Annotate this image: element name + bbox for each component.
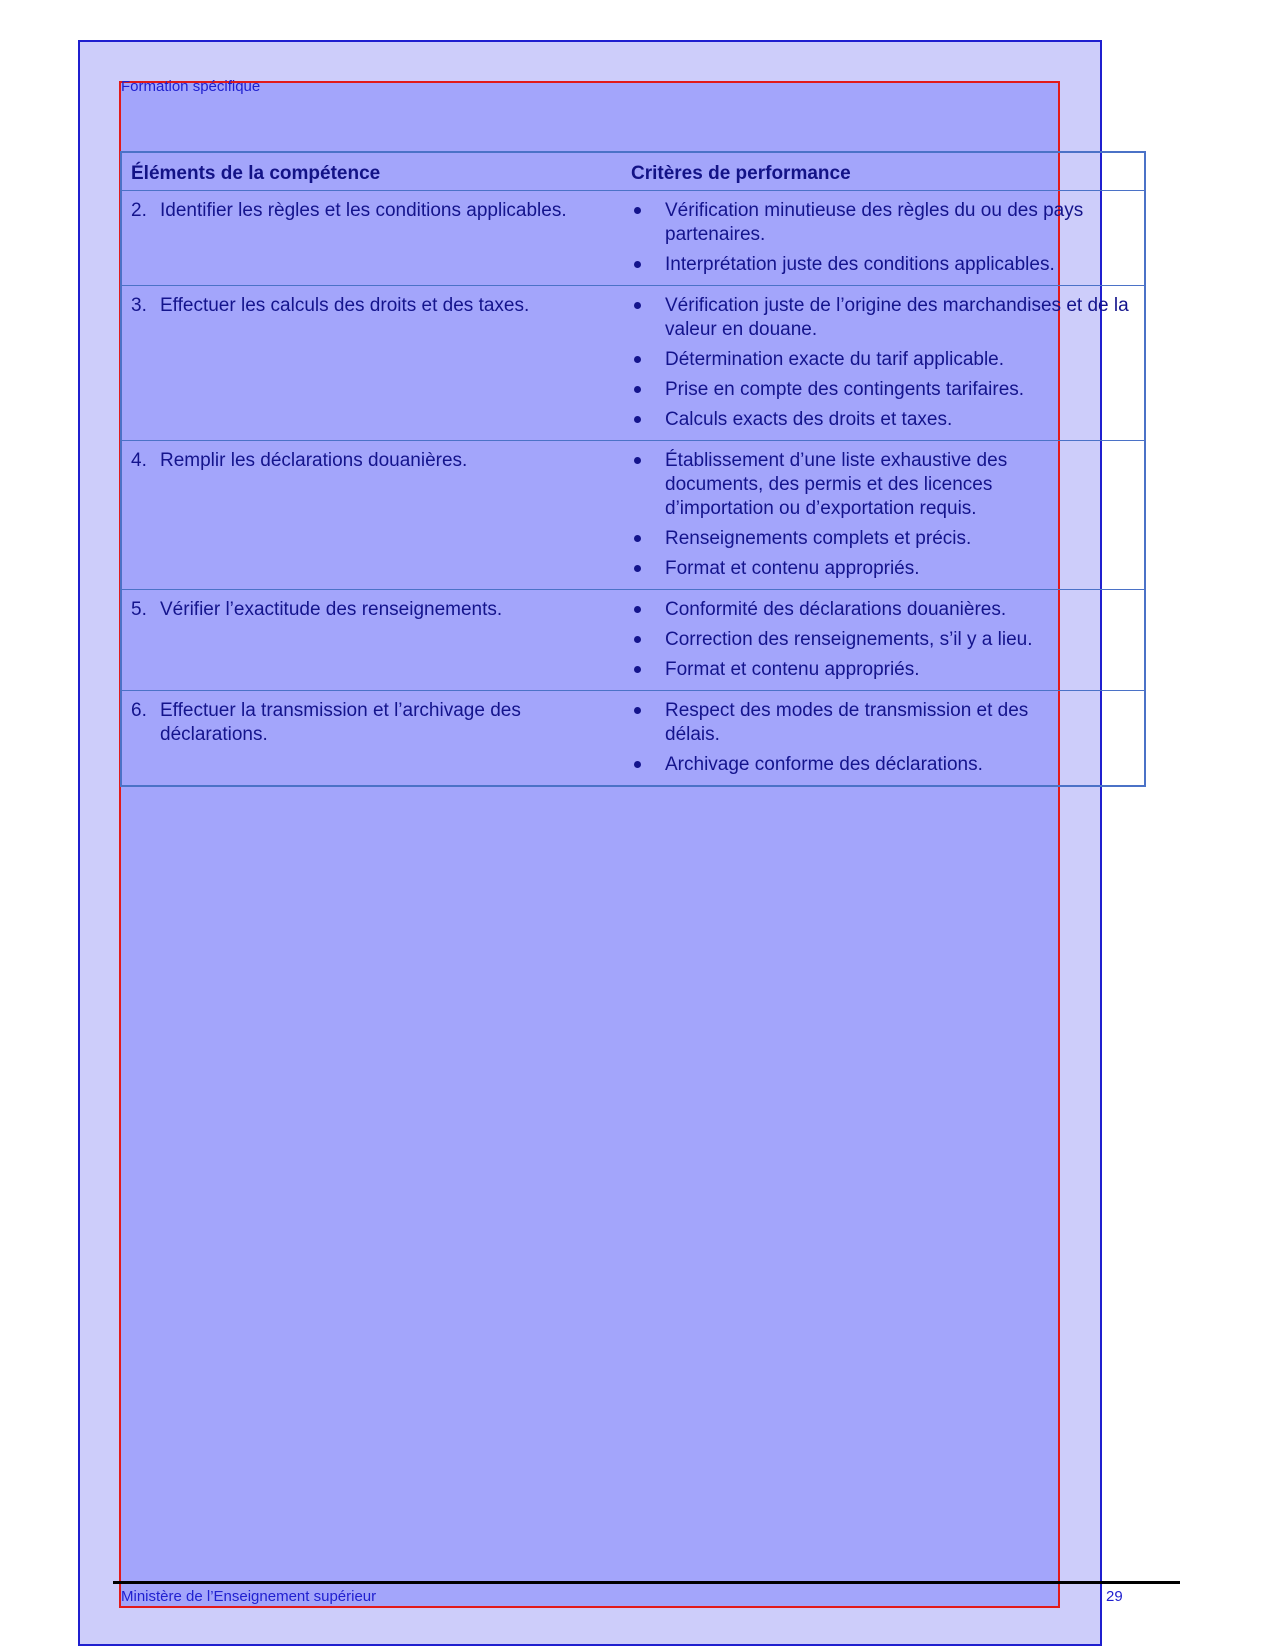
table-header-row (121, 152, 1145, 191)
criteria-cell (631, 590, 1145, 691)
bullet-icon (631, 699, 665, 747)
bullet-icon (631, 378, 665, 402)
bullet-icon (631, 557, 665, 581)
element-cell (121, 691, 631, 787)
table-row (121, 191, 1145, 286)
bullet-icon (631, 199, 665, 247)
list-item (631, 699, 1144, 747)
element-cell (121, 286, 631, 441)
list-item (631, 527, 1144, 551)
element-number: 2. (131, 200, 147, 221)
page-number: 29 (1106, 1588, 1123, 1605)
element-cell (121, 590, 631, 691)
bullet-icon (631, 628, 665, 652)
criterion-text: Détermination exacte du tarif applicable. (665, 349, 1005, 370)
criterion-text: Prise en compte des contingents tarifaires. (665, 379, 1025, 400)
table-row (121, 286, 1145, 441)
criterion-text: Format et contenu appropriés. (665, 659, 920, 680)
competence-table (120, 151, 1146, 787)
criterion-text: Vérification minutieuse des règles du ou des pays partenaires. (665, 200, 1084, 245)
criterion-text: Renseignements complets et précis. (665, 528, 972, 549)
criterion-text: Correction des renseignements, s’il y a lieu. (665, 629, 1033, 650)
list-item (631, 408, 1144, 432)
bullet-icon (631, 294, 665, 342)
running-head: Formation spécifique (121, 78, 261, 95)
bullet-icon (631, 527, 665, 551)
criterion-text: Format et contenu appropriés. (665, 558, 920, 579)
list-item (631, 294, 1144, 342)
table-row (121, 441, 1145, 590)
criterion-text: Conformité des déclarations douanières. (665, 599, 1007, 620)
bullet-icon (631, 598, 665, 622)
list-item (631, 348, 1144, 372)
element-number: 5. (131, 599, 147, 620)
criterion-text: Archivage conforme des déclarations. (665, 754, 983, 775)
criterion-text: Interprétation juste des conditions applicables. (665, 254, 1055, 275)
footer-ministry: Ministère de l’Enseignement supérieur (121, 1588, 377, 1605)
list-item (631, 378, 1144, 402)
criterion-text: Vérification juste de l’origine des marchandises et de la valeur en douane. (665, 295, 1129, 340)
bullet-icon (631, 449, 665, 521)
bullet-icon (631, 658, 665, 682)
criterion-text: Établissement d’une liste exhaustive des documents, des permis et des licences d’importation ou d’exportation requis. (665, 450, 1008, 519)
criteria-cell (631, 691, 1145, 787)
criteria-cell (631, 441, 1145, 590)
column-header-criteria: Critères de performance (631, 152, 1145, 191)
element-number: 4. (131, 450, 147, 471)
element-cell (121, 441, 631, 590)
table-row (121, 691, 1145, 787)
list-item (631, 628, 1144, 652)
list-item (631, 598, 1144, 622)
criterion-text: Calculs exacts des droits et taxes. (665, 409, 953, 430)
criteria-cell (631, 191, 1145, 286)
element-text: Identifier les règles et les conditions applicables. (160, 200, 567, 221)
list-item (631, 253, 1144, 277)
criteria-cell (631, 286, 1145, 441)
bullet-icon (631, 253, 665, 277)
element-text: Effectuer les calculs des droits et des taxes. (160, 295, 530, 316)
element-text: Vérifier l’exactitude des renseignements. (160, 599, 503, 620)
column-header-elements: Éléments de la compétence (121, 152, 631, 191)
element-number: 6. (131, 700, 147, 721)
footer-rule (113, 1581, 1180, 1584)
list-item (631, 658, 1144, 682)
element-cell (121, 191, 631, 286)
element-number: 3. (131, 295, 147, 316)
list-item (631, 199, 1144, 247)
element-text: Remplir les déclarations douanières. (160, 450, 468, 471)
bullet-icon (631, 753, 665, 777)
bullet-icon (631, 348, 665, 372)
criterion-text: Respect des modes de transmission et des délais. (665, 700, 1029, 745)
list-item (631, 753, 1144, 777)
list-item (631, 449, 1144, 521)
element-text: Effectuer la transmission et l’archivage des déclarations. (160, 700, 521, 745)
bullet-icon (631, 408, 665, 432)
list-item (631, 557, 1144, 581)
table-row (121, 590, 1145, 691)
